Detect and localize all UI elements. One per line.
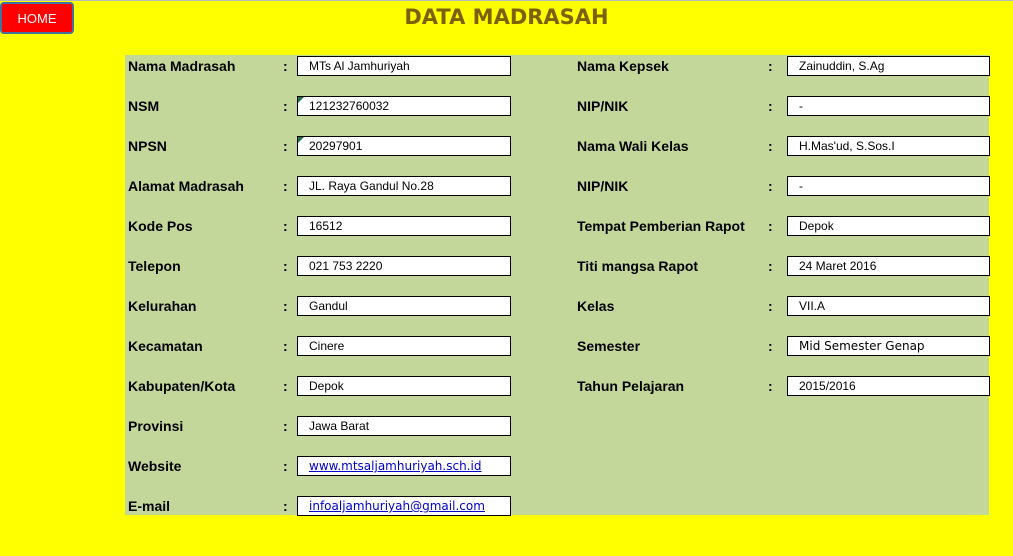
error-indicator-icon: [298, 97, 304, 103]
label-nama-kepsek: Nama Kepsek: [577, 58, 669, 74]
colon: :: [768, 258, 773, 274]
colon: :: [283, 218, 288, 234]
field-nama-wali-kelas[interactable]: H.Mas'ud, S.Sos.I: [787, 136, 990, 156]
field-kecamatan[interactable]: Cinere: [297, 336, 511, 356]
label-telepon: Telepon: [128, 258, 181, 274]
field-kode-pos[interactable]: 16512: [297, 216, 511, 236]
colon: :: [283, 298, 288, 314]
colon: :: [768, 378, 773, 394]
colon: :: [283, 418, 288, 434]
field-telepon[interactable]: 021 753 2220: [297, 256, 511, 276]
colon: :: [283, 58, 288, 74]
label-nsm: NSM: [128, 98, 160, 114]
label-nama-madrasah: Nama Madrasah: [128, 58, 236, 74]
colon: :: [283, 338, 288, 354]
field-kelas[interactable]: VII.A: [787, 296, 990, 316]
field-nama-kepsek[interactable]: Zainuddin, S.Ag: [787, 56, 990, 76]
colon: :: [768, 98, 773, 114]
label-tempat-pemberian-rapot: Tempat Pemberian Rapot: [577, 218, 745, 234]
colon: :: [768, 218, 773, 234]
field-tahun-pelajaran[interactable]: 2015/2016: [787, 376, 990, 396]
colon: :: [283, 458, 288, 474]
field-npsn-value: 20297901: [309, 139, 363, 153]
label-email: E-mail: [128, 498, 171, 514]
home-button[interactable]: HOME: [0, 2, 74, 34]
page-title: DATA MADRASAH: [404, 5, 609, 29]
field-nip-nik-wali[interactable]: -: [787, 176, 990, 196]
colon: :: [283, 98, 288, 114]
label-semester: Semester: [577, 338, 641, 354]
label-alamat-madrasah: Alamat Madrasah: [128, 178, 244, 194]
colon: :: [283, 178, 288, 194]
error-indicator-icon: [298, 137, 304, 143]
field-npsn[interactable]: [297, 136, 511, 156]
field-alamat-madrasah[interactable]: JL. Raya Gandul No.28: [297, 176, 511, 196]
colon: :: [768, 138, 773, 154]
label-nip-nik-kepsek: NIP/NIK: [577, 98, 629, 114]
email-link[interactable]: infoaljamhuriyah@gmail.com: [297, 496, 511, 516]
field-nama-madrasah[interactable]: MTs Al Jamhuriyah: [297, 56, 511, 76]
colon: :: [768, 178, 773, 194]
colon: :: [283, 498, 288, 514]
colon: :: [283, 258, 288, 274]
field-nip-nik-kepsek[interactable]: -: [787, 96, 990, 116]
website-link[interactable]: www.mtsaljamhuriyah.sch.id: [297, 456, 511, 476]
field-kabupaten-kota[interactable]: Depok: [297, 376, 511, 396]
field-nsm-value: 121232760032: [309, 99, 390, 113]
top-border-line: [0, 0, 1013, 1]
label-npsn: NPSN: [128, 138, 167, 154]
label-kelas: Kelas: [577, 298, 615, 314]
field-provinsi[interactable]: Jawa Barat: [297, 416, 511, 436]
label-nip-nik-wali: NIP/NIK: [577, 178, 629, 194]
field-tempat-pemberian-rapot[interactable]: Depok: [787, 216, 990, 236]
colon: :: [768, 338, 773, 354]
colon: :: [768, 58, 773, 74]
label-titi-mangsa-rapot: Titi mangsa Rapot: [577, 258, 699, 274]
label-kecamatan: Kecamatan: [128, 338, 203, 354]
label-provinsi: Provinsi: [128, 418, 184, 434]
label-kelurahan: Kelurahan: [128, 298, 197, 314]
field-kelurahan[interactable]: Gandul: [297, 296, 511, 316]
field-nsm[interactable]: [297, 96, 511, 116]
colon: :: [283, 378, 288, 394]
colon: :: [283, 138, 288, 154]
colon: :: [768, 298, 773, 314]
label-nama-wali-kelas: Nama Wali Kelas: [577, 138, 689, 154]
field-titi-mangsa-rapot[interactable]: 24 Maret 2016: [787, 256, 990, 276]
label-website: Website: [128, 458, 182, 474]
label-kabupaten-kota: Kabupaten/Kota: [128, 378, 236, 394]
field-semester[interactable]: Mid Semester Genap: [787, 336, 990, 356]
data-panel: [125, 55, 989, 515]
label-kode-pos: Kode Pos: [128, 218, 193, 234]
label-tahun-pelajaran: Tahun Pelajaran: [577, 378, 685, 394]
